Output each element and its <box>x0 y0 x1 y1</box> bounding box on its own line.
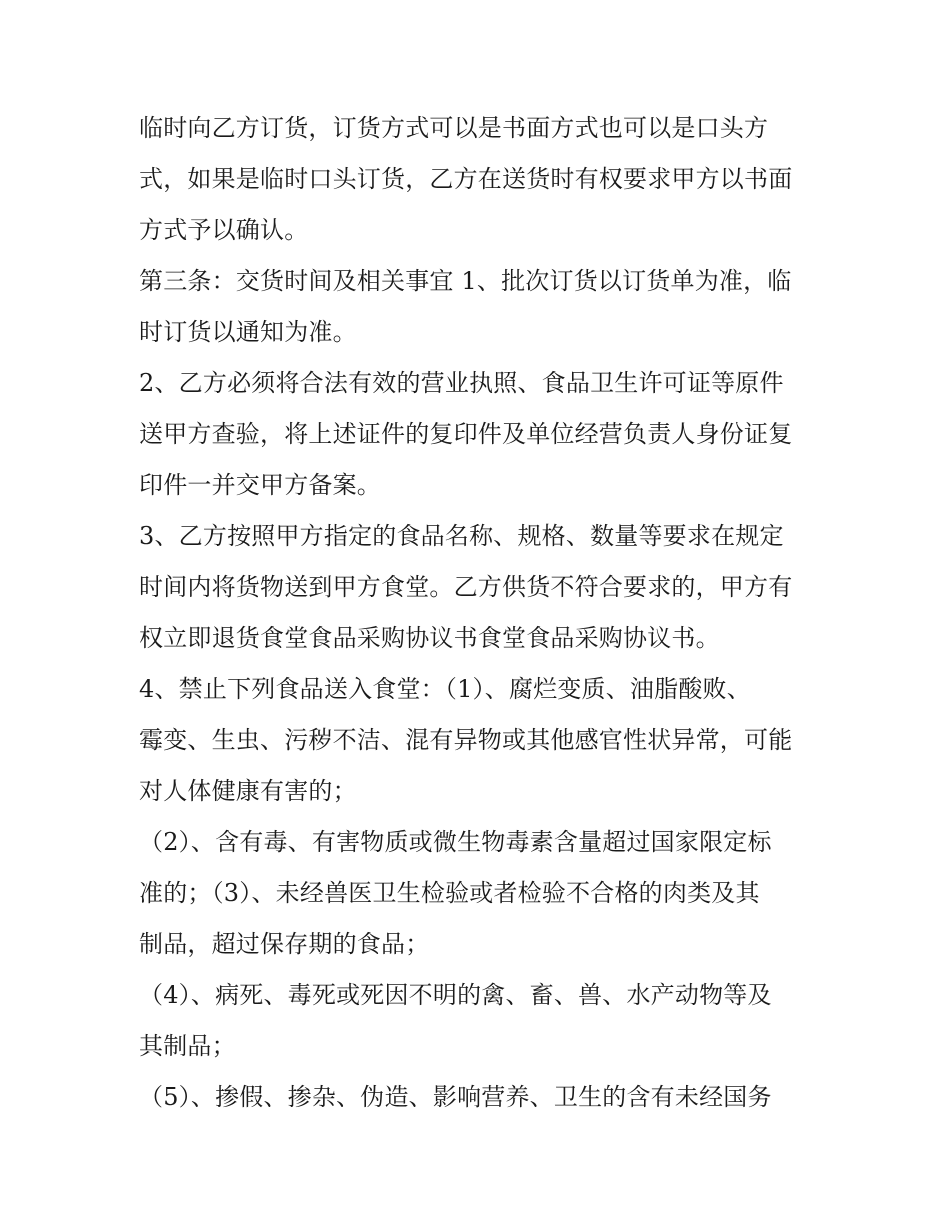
paragraph-prohibited-foods-5: （5）、掺假、掺杂、伪造、影响营养、卫生的含有未经国务 <box>139 1083 772 1111</box>
paragraph-license-inspection: 2、乙方必须将合法有效的营业执照、食品卫生许可证等原件 送甲方查验，将上述证件的复印件及单位经营负责人身份证复 印件一并交甲方备案。 <box>139 369 793 499</box>
paragraph-prohibited-foods-4: （4）、病死、毒死或死因不明的禽、畜、兽、水产动物等及 其制品； <box>139 981 772 1060</box>
paragraph-delivery-requirements: 3、乙方按照甲方指定的食品名称、规格、数量等要求在规定 时间内将货物送到甲方食堂。乙方供货不符合要求的，甲方有 权立即退货食堂食品采购协议书食堂食品采购协议书。 <box>139 522 793 652</box>
paragraph-prohibited-foods-2-3: （2）、含有毒、有害物质或微生物毒素含量超过国家限定标 准的；（3）、未经兽医卫生检验或者检验不合格的肉类及其 制品，超过保存期的食品； <box>139 828 772 958</box>
document-body <box>139 103 819 1123</box>
paragraph-ordering-method: 临时向乙方订货，订货方式可以是书面方式也可以是口头方 式，如果是临时口头订货，乙方在送货时有权要求甲方以书面 方式予以确认。 <box>139 114 793 244</box>
paragraph-prohibited-foods-1: 4、禁止下列食品送入食堂：（1）、腐烂变质、油脂酸败、 霉变、生虫、污秽不洁、混有异物或其他感官性状异常，可能 对人体健康有害的； <box>139 675 793 805</box>
paragraph-article-three-delivery: 第三条：交货时间及相关事宜 1、批次订货以订货单为准，临 时订货以通知为准。 <box>139 267 792 346</box>
